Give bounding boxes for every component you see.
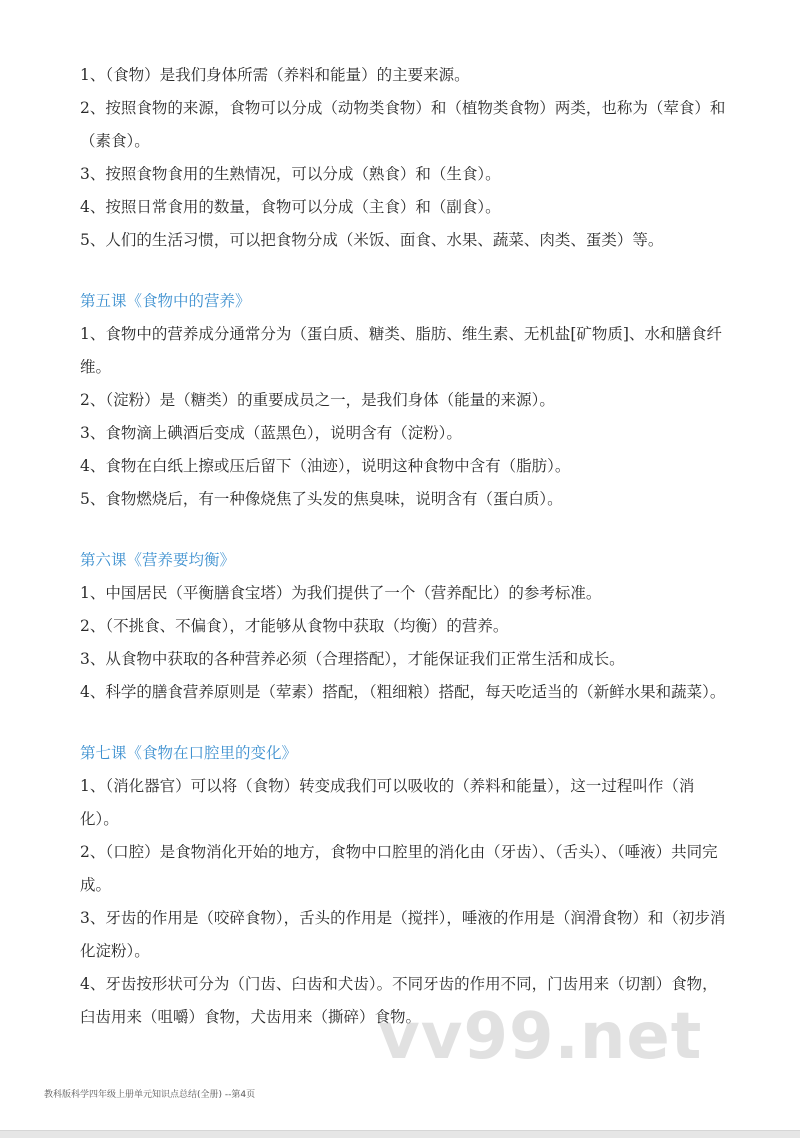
list-item: 3、食物滴上碘酒后变成（蓝黑色），说明含有（淀粉）。 (80, 424, 462, 442)
list-item: 4、牙齿按形状可分为（门齿、臼齿和犬齿）。不同牙齿的作用不同，门齿用来（切割）食物，臼齿用来（咀嚼）食物，犬齿用来（撕碎）食物。 (80, 975, 718, 1026)
list-item: 1、（消化器官）可以将（食物）转变成我们可以吸收的（养料和能量），这一过程叫作（消化）。 (80, 777, 695, 828)
list-item: 4、按照日常食用的数量，食物可以分成（主食）和（副食）。 (80, 198, 501, 216)
section-lesson-5 (80, 285, 732, 516)
page-footer: 教科版科学四年级上册单元知识点总结(全册) --第4页 (44, 1090, 256, 1100)
list-item: 2、按照食物的来源，食物可以分成（动物类食物）和（植物类食物）两类，也称为（荤食）和（素食）。 (80, 99, 726, 150)
section-heading: 第七课《食物在口腔里的变化》 (80, 744, 298, 762)
list-item: 4、科学的膳食营养原则是（荤素）搭配，（粗细粮）搭配，每天吃适当的（新鲜水果和蔬菜）。 (80, 683, 726, 701)
list-item: 1、中国居民（平衡膳食宝塔）为我们提供了一个（营养配比）的参考标准。 (80, 584, 602, 602)
section-heading: 第五课《食物中的营养》 (80, 292, 251, 310)
section-intro (80, 59, 732, 257)
list-item: 3、从食物中获取的各种营养必须（合理搭配），才能保证我们正常生活和成长。 (80, 650, 625, 668)
list-item: 2、（不挑食、不偏食），才能够从食物中获取（均衡）的营养。 (80, 617, 509, 635)
list-item: 5、食物燃烧后，有一种像烧焦了头发的焦臭味，说明含有（蛋白质）。 (80, 490, 563, 508)
list-item: 3、按照食物食用的生熟情况，可以分成（熟食）和（生食）。 (80, 165, 501, 183)
document-body (80, 59, 732, 1034)
section-heading: 第六课《营养要均衡》 (80, 551, 236, 569)
list-item: 4、食物在白纸上擦或压后留下（油迹），说明这种食物中含有（脂肪）。 (80, 457, 571, 475)
section-lesson-6 (80, 544, 732, 709)
watermark: vv99.net (378, 1000, 703, 1074)
list-item: 1、（食物）是我们身体所需（养料和能量）的主要来源。 (80, 66, 470, 84)
list-item: 2、（口腔）是食物消化开始的地方，食物中口腔里的消化由（牙齿）、（舌头）、（唾液）共同完成。 (80, 843, 718, 894)
list-item: 5、人们的生活习惯，可以把食物分成（米饭、面食、水果、蔬菜、肉类、蛋类）等。 (80, 231, 664, 249)
list-item: 2、（淀粉）是（糖类）的重要成员之一，是我们身体（能量的来源）。 (80, 391, 555, 409)
list-item: 1、食物中的营养成分通常分为（蛋白质、糖类、脂肪、维生素、无机盐[矿物质]、水和膳食纤维。 (80, 325, 722, 376)
list-item: 3、牙齿的作用是（咬碎食物），舌头的作用是（搅拌），唾液的作用是（润滑食物）和（初步消化淀粉）。 (80, 909, 726, 960)
section-lesson-7 (80, 737, 732, 1034)
